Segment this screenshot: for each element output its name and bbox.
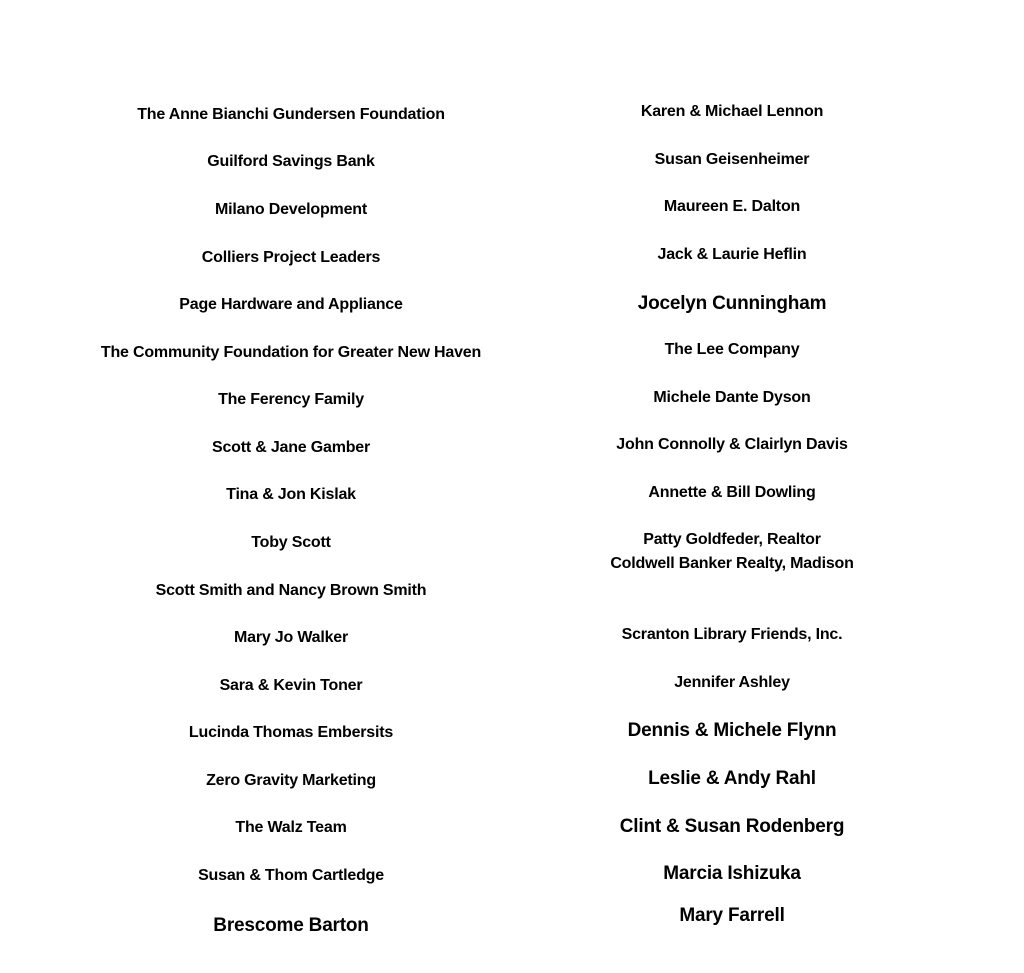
sponsor-name: Maureen E. Dalton bbox=[663, 198, 801, 215]
sponsor-name: Brescome Barton bbox=[213, 915, 369, 936]
sponsor-name: The Lee Company bbox=[664, 341, 800, 358]
sponsor-name: Guilford Savings Bank bbox=[207, 153, 375, 170]
sponsor-name: Zero Gravity Marketing bbox=[206, 772, 376, 789]
sponsor-name: Jennifer Ashley bbox=[674, 674, 790, 691]
sponsor-name: Colliers Project Leaders bbox=[201, 249, 381, 266]
sponsor-name: Lucinda Thomas Embersits bbox=[188, 724, 394, 741]
sponsor-name: Dennis & Michele Flynn bbox=[627, 720, 837, 741]
sponsor-name: Jack & Laurie Heflin bbox=[657, 246, 807, 263]
sponsor-name: John Connolly & Clairlyn Davis bbox=[616, 436, 848, 453]
sponsor-name: Mary Jo Walker bbox=[234, 629, 348, 646]
sponsor-name: Karen & Michael Lennon bbox=[640, 103, 824, 120]
sponsor-name: Toby Scott bbox=[251, 534, 331, 551]
sponsor-name: Scott Smith and Nancy Brown Smith bbox=[155, 582, 427, 599]
sponsor-name: Susan & Thom Cartledge bbox=[198, 867, 384, 884]
sponsor-name: Susan Geisenheimer bbox=[654, 151, 810, 168]
sponsor-name: Leslie & Andy Rahl bbox=[648, 768, 816, 789]
realtor-company-line: Coldwell Banker Realty, Madison bbox=[610, 555, 854, 572]
sponsor-name: The Community Foundation for Greater New Haven bbox=[100, 344, 482, 361]
sponsor-name: Milano Development bbox=[215, 201, 367, 218]
sponsor-name: Mary Farrell bbox=[679, 905, 785, 926]
sponsor-name: Sara & Kevin Toner bbox=[219, 677, 363, 694]
sponsor-name: Annette & Bill Dowling bbox=[648, 484, 816, 501]
sponsor-name: Page Hardware and Appliance bbox=[179, 296, 403, 313]
sponsor-name: The Ferency Family bbox=[218, 391, 364, 408]
realtor-name-line: Patty Goldfeder, Realtor bbox=[643, 531, 821, 548]
sponsor-name: Clint & Susan Rodenberg bbox=[619, 816, 845, 837]
sponsor-name: Jocelyn Cunningham bbox=[637, 293, 827, 314]
sponsor-name: Marcia Ishizuka bbox=[663, 863, 801, 884]
sponsor-name-realtor bbox=[610, 528, 853, 576]
sponsor-name: Scranton Library Friends, Inc. bbox=[621, 626, 843, 643]
sponsor-name: Scott & Jane Gamber bbox=[211, 439, 371, 456]
sponsor-name: Michele Dante Dyson bbox=[653, 389, 811, 406]
sponsor-name: Tina & Jon Kislak bbox=[226, 486, 356, 503]
sponsor-name: The Walz Team bbox=[235, 819, 347, 836]
sponsor-name: The Anne Bianchi Gundersen Foundation bbox=[137, 106, 445, 123]
